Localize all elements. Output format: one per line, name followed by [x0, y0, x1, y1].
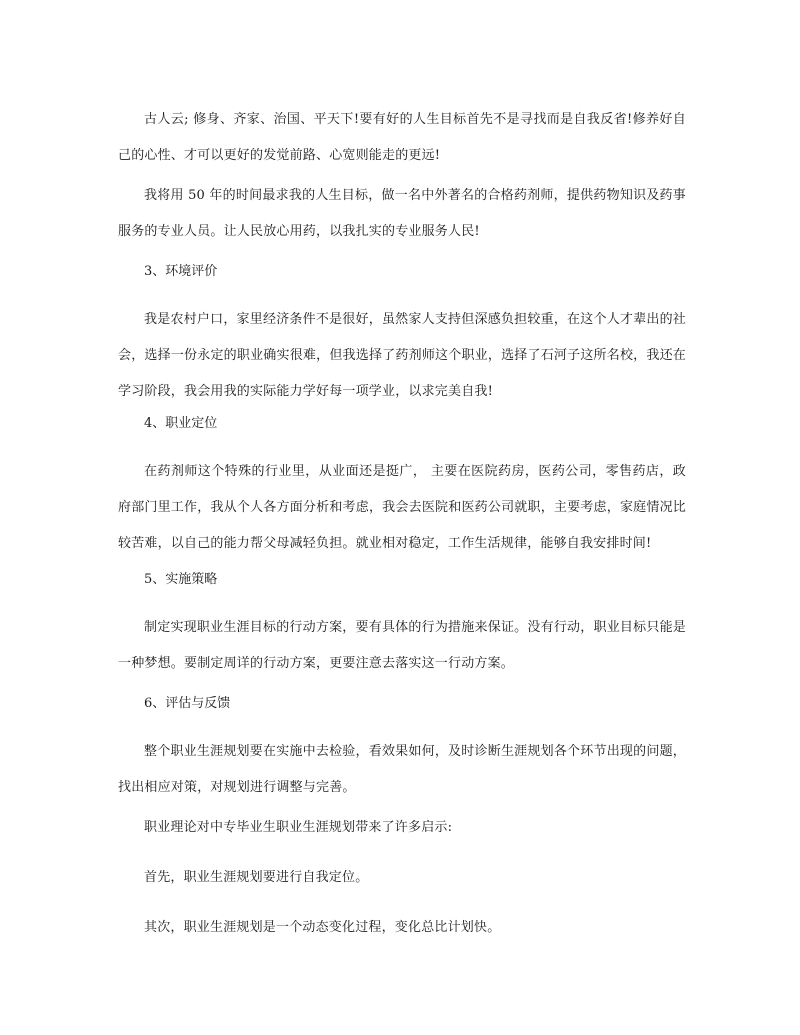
- heading-environment-evaluation: 3、环境评价: [144, 264, 218, 279]
- heading-evaluation-feedback: 6、评估与反馈: [144, 696, 231, 711]
- heading-implementation-strategy: 5、实施策略: [144, 572, 218, 587]
- paragraph-implementation-strategy: 制定实现职业生涯目标的行动方案，要有具体的行为措施来保证。没有行动，职业目标只能是一种梦想。要制定周详的行动方案，更要注意去落实这一行动方案。: [118, 620, 686, 671]
- paragraph-evaluation-feedback: 整个职业生涯规划要在实施中去检验，看效果如何，及时诊断生涯规划各个环节出现的问题，找出相应对策，对规划进行调整与完善。: [118, 744, 686, 795]
- paragraph-environment-evaluation: 我是农村户口，家里经济条件不是很好，虽然家人支持但深感负担较重，在这个人才辈出的社会，选择一份永定的职业确实很难，但我选择了药剂师这个职业，选择了石河子这所名校，我还在学习阶段，我会用我的实际能力学好每一项学业，以求完美自我!: [118, 312, 686, 399]
- paragraph-career-theory: 职业理论对中专毕业生职业生涯规划带来了许多启示:: [144, 820, 453, 835]
- paragraph-first-point: 首先，职业生涯规划要进行自我定位。: [144, 870, 369, 885]
- paragraph-career-positioning: 在药剂师这个特殊的行业里，从业面还是挺广， 主要在医院药房，医药公司，零售药店，政府部门里工作，我从个人各方面分析和考虑，我会去医院和医药公司就职，主要考虑，家庭情况比较苦难，以自己的能力帮父母减轻负担。就业相对稳定，工作生活规律，能够自我安排时间!: [118, 464, 686, 551]
- heading-career-positioning: 4、职业定位: [144, 416, 218, 431]
- paragraph-life-goal: 我将用 50 年的时间最求我的人生目标，做一名中外著名的合格药剂师，提供药物知识及药事服务的专业人员。让人民放心用药，以我扎实的专业服务人民!: [118, 188, 686, 239]
- paragraph-self-cultivation: 古人云; 修身、齐家、治国、平天下!要有好的人生目标首先不是寻找而是自我反省!修养好自己的心性、才可以更好的发觉前路、心宽则能走的更远!: [118, 112, 686, 163]
- paragraph-second-point: 其次，职业生涯规划是一个动态变化过程，变化总比计划快。: [144, 920, 501, 935]
